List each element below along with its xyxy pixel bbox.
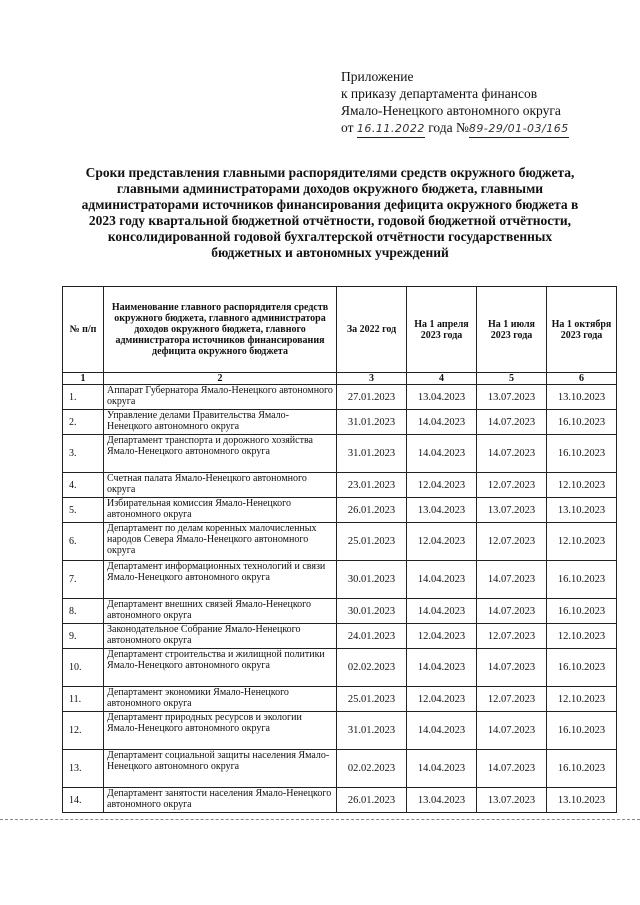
- index-2: 2: [104, 373, 337, 385]
- row-date-april: 14.04.2023: [407, 712, 477, 750]
- row-date-october: 12.10.2023: [547, 523, 617, 561]
- order-date: [357, 119, 425, 138]
- row-number: 10.: [63, 649, 104, 687]
- row-number: 5.: [63, 498, 104, 523]
- row-date-july: 14.07.2023: [477, 599, 547, 624]
- appendix-line-4: [341, 119, 569, 138]
- row-date-2022: 30.01.2023: [337, 599, 407, 624]
- row-date-july: 14.07.2023: [477, 649, 547, 687]
- row-number: 2.: [63, 410, 104, 435]
- header-num: № п/п: [63, 287, 104, 373]
- row-number: 1.: [63, 385, 104, 410]
- row-number: 6.: [63, 523, 104, 561]
- row-date-october: 13.10.2023: [547, 385, 617, 410]
- order-number-handwritten: 89-29/01-03/165: [468, 122, 569, 135]
- row-date-april: 13.04.2023: [407, 788, 477, 813]
- table-header-row: [63, 287, 617, 373]
- row-organization-name: Аппарат Губернатора Ямало-Ненецкого автономного округа: [104, 385, 337, 410]
- header-name: Наименование главного распорядителя средств окружного бюджета, главного администратора доходов окружного бюджета, главного администратора источников финансирования дефицита окружного бюджета: [104, 287, 337, 373]
- table-row: [63, 498, 617, 523]
- row-date-2022: 31.01.2023: [337, 435, 407, 473]
- row-date-2022: 30.01.2023: [337, 561, 407, 599]
- row-date-october: 12.10.2023: [547, 473, 617, 498]
- row-date-july: 14.07.2023: [477, 712, 547, 750]
- row-organization-name: Департамент транспорта и дорожного хозяйства Ямало-Ненецкого автономного округа: [104, 435, 337, 473]
- row-date-july: 12.07.2023: [477, 624, 547, 649]
- row-date-april: 14.04.2023: [407, 410, 477, 435]
- row-date-july: 14.07.2023: [477, 435, 547, 473]
- row-date-july: 12.07.2023: [477, 687, 547, 712]
- row-date-2022: 31.01.2023: [337, 712, 407, 750]
- row-date-july: 14.07.2023: [477, 750, 547, 788]
- row-number: 9.: [63, 624, 104, 649]
- row-date-october: 16.10.2023: [547, 410, 617, 435]
- row-date-april: 13.04.2023: [407, 498, 477, 523]
- row-date-2022: 25.01.2023: [337, 687, 407, 712]
- row-date-october: 16.10.2023: [547, 750, 617, 788]
- row-date-april: 12.04.2023: [407, 523, 477, 561]
- row-date-april: 12.04.2023: [407, 473, 477, 498]
- appendix-from-label: от: [341, 120, 354, 135]
- row-organization-name: Департамент по делам коренных малочисленных народов Севера Ямало-Ненецкого автономного округа: [104, 523, 337, 561]
- table-row: [63, 788, 617, 813]
- table-index-row: [63, 373, 617, 385]
- row-date-july: 14.07.2023: [477, 561, 547, 599]
- table-body: [63, 385, 617, 813]
- row-date-2022: 26.01.2023: [337, 788, 407, 813]
- row-date-october: 16.10.2023: [547, 561, 617, 599]
- row-number: 7.: [63, 561, 104, 599]
- row-number: 3.: [63, 435, 104, 473]
- row-date-october: 16.10.2023: [547, 599, 617, 624]
- row-date-april: 14.04.2023: [407, 750, 477, 788]
- row-organization-name: Департамент занятости населения Ямало-Ненецкого автономного округа: [104, 788, 337, 813]
- appendix-year-number-label: года №: [428, 120, 469, 135]
- order-number: [469, 119, 569, 138]
- table-row: [63, 624, 617, 649]
- row-date-april: 14.04.2023: [407, 599, 477, 624]
- row-number: 11.: [63, 687, 104, 712]
- row-organization-name: Департамент экономики Ямало-Ненецкого автономного округа: [104, 687, 337, 712]
- row-date-2022: 27.01.2023: [337, 385, 407, 410]
- table-row: [63, 561, 617, 599]
- header-2022: За 2022 год: [337, 287, 407, 373]
- row-number: 12.: [63, 712, 104, 750]
- index-1: 1: [63, 373, 104, 385]
- index-6: 6: [547, 373, 617, 385]
- deadlines-table: [62, 286, 617, 813]
- order-date-handwritten: 16.11.2022: [356, 122, 425, 135]
- row-date-2022: 02.02.2023: [337, 649, 407, 687]
- row-date-july: 13.07.2023: [477, 385, 547, 410]
- row-date-october: 16.10.2023: [547, 649, 617, 687]
- row-date-2022: 25.01.2023: [337, 523, 407, 561]
- row-organization-name: Счетная палата Ямало-Ненецкого автономного округа: [104, 473, 337, 498]
- row-date-april: 13.04.2023: [407, 385, 477, 410]
- header-july: На 1 июля 2023 года: [477, 287, 547, 373]
- table-row: [63, 599, 617, 624]
- row-organization-name: Департамент природных ресурсов и экологии Ямало-Ненецкого автономного округа: [104, 712, 337, 750]
- row-date-2022: 23.01.2023: [337, 473, 407, 498]
- row-date-october: 16.10.2023: [547, 712, 617, 750]
- row-number: 14.: [63, 788, 104, 813]
- row-date-2022: 24.01.2023: [337, 624, 407, 649]
- row-date-april: 14.04.2023: [407, 435, 477, 473]
- row-organization-name: Департамент внешних связей Ямало-Ненецкого автономного округа: [104, 599, 337, 624]
- row-date-april: 14.04.2023: [407, 561, 477, 599]
- document-title: Сроки представления главными распорядителями средств окружного бюджета, главными администраторами доходов окружного бюджета, главными администраторами источников финансирования дефицита окружного бюджета в 2023 году квартальной бюджетной отчётности, годовой бюджетной отчётности, консолидированной годовой бухгалтерской отчётности государственных бюджетных и автономных учреждений: [81, 165, 579, 260]
- header-october: На 1 октября 2023 года: [547, 287, 617, 373]
- table-row: [63, 385, 617, 410]
- row-date-2022: 26.01.2023: [337, 498, 407, 523]
- row-date-april: 12.04.2023: [407, 687, 477, 712]
- row-organization-name: Департамент строительства и жилищной политики Ямало-Ненецкого автономного округа: [104, 649, 337, 687]
- row-organization-name: Законодательное Собрание Ямало-Ненецкого автономного округа: [104, 624, 337, 649]
- row-date-october: 13.10.2023: [547, 788, 617, 813]
- page-cut-line: [0, 819, 640, 820]
- row-organization-name: Департамент социальной защиты населения Ямало-Ненецкого автономного округа: [104, 750, 337, 788]
- row-organization-name: Департамент информационных технологий и связи Ямало-Ненецкого автономного округа: [104, 561, 337, 599]
- header-april: На 1 апреля 2023 года: [407, 287, 477, 373]
- row-date-july: 12.07.2023: [477, 523, 547, 561]
- table-row: [63, 523, 617, 561]
- row-organization-name: Избирательная комиссия Ямало-Ненецкого автономного округа: [104, 498, 337, 523]
- row-date-april: 12.04.2023: [407, 624, 477, 649]
- row-number: 13.: [63, 750, 104, 788]
- table-row: [63, 435, 617, 473]
- row-date-july: 13.07.2023: [477, 498, 547, 523]
- index-3: 3: [337, 373, 407, 385]
- table-row: [63, 750, 617, 788]
- row-date-july: 12.07.2023: [477, 473, 547, 498]
- index-4: 4: [407, 373, 477, 385]
- index-5: 5: [477, 373, 547, 385]
- table-row: [63, 410, 617, 435]
- row-organization-name: Управление делами Правительства Ямало-Ненецкого автономного округа: [104, 410, 337, 435]
- row-date-2022: 31.01.2023: [337, 410, 407, 435]
- row-date-2022: 02.02.2023: [337, 750, 407, 788]
- row-date-july: 14.07.2023: [477, 410, 547, 435]
- appendix-line-2: к приказу департамента финансов: [341, 86, 538, 101]
- row-date-october: 12.10.2023: [547, 624, 617, 649]
- appendix-block: [341, 68, 569, 138]
- table-row: [63, 473, 617, 498]
- row-date-october: 13.10.2023: [547, 498, 617, 523]
- table-row: [63, 649, 617, 687]
- table-row: [63, 687, 617, 712]
- appendix-line-1: Приложение: [341, 69, 414, 84]
- row-date-july: 13.07.2023: [477, 788, 547, 813]
- row-number: 8.: [63, 599, 104, 624]
- row-date-april: 14.04.2023: [407, 649, 477, 687]
- appendix-line-3: Ямало-Ненецкого автономного округа: [341, 103, 561, 118]
- row-date-october: 16.10.2023: [547, 435, 617, 473]
- row-date-october: 12.10.2023: [547, 687, 617, 712]
- row-number: 4.: [63, 473, 104, 498]
- table-row: [63, 712, 617, 750]
